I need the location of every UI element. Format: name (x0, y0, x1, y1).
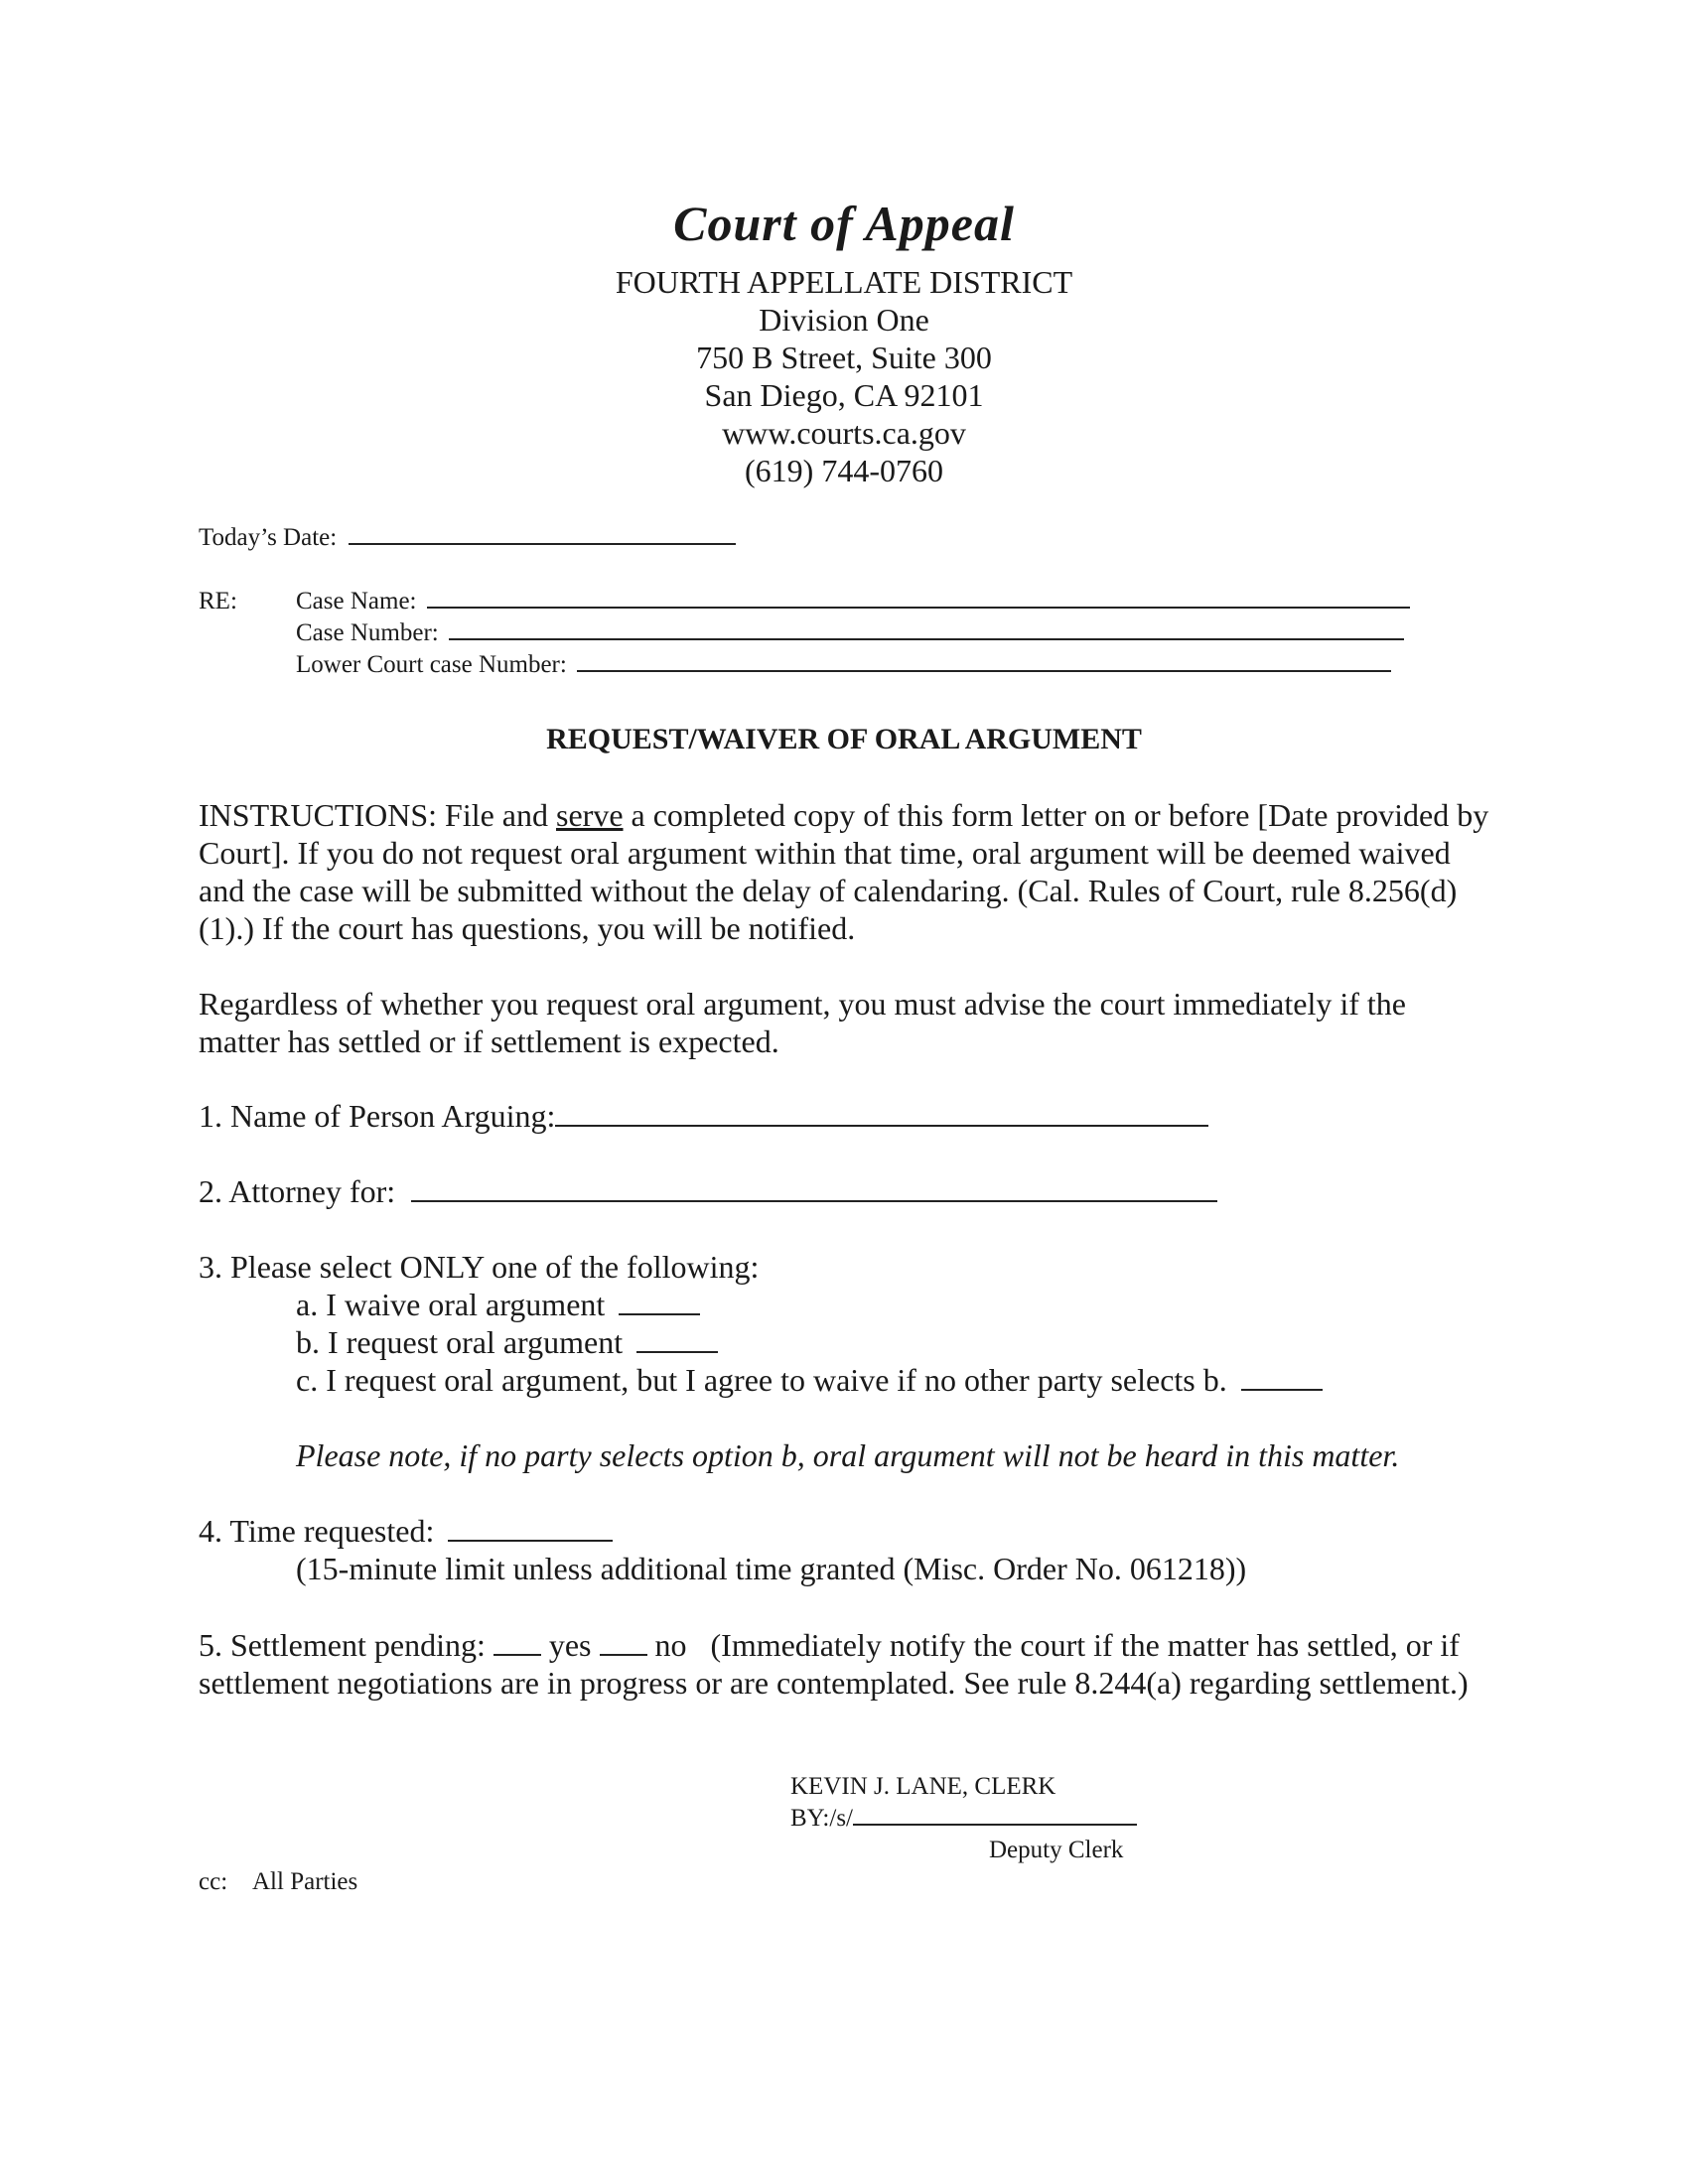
settlement-notice: Regardless of whether you request oral argument, you must advise the court immediately if the matter has settled or if settlement is expected. (199, 986, 1406, 1059)
item-1-label: 1. Name of Person Arguing: (199, 1098, 556, 1134)
option-note: Please note, if no party selects option b, oral argument will not be heard in this matter. (296, 1437, 1400, 1473)
instructions-serve: serve (556, 797, 624, 833)
settlement-yes-blank[interactable] (493, 1653, 541, 1656)
re-label: RE: (199, 588, 237, 614)
deputy-clerk: Deputy Clerk (989, 1837, 1124, 1863)
option-a-row (296, 1287, 700, 1323)
settlement-no-label: no (654, 1627, 687, 1663)
case-number-label: Case Number: (296, 619, 439, 646)
website: www.courts.ca.gov (722, 415, 966, 451)
city-address: San Diego, CA 92101 (704, 377, 984, 413)
lower-court-label: Lower Court case Number: (296, 651, 567, 678)
item-5-label: 5. Settlement pending: (199, 1627, 486, 1663)
item-4 (199, 1513, 613, 1550)
signature-row (790, 1805, 1137, 1833)
case-name-field[interactable] (427, 606, 1410, 609)
district: FOURTH APPELLATE DISTRICT (615, 264, 1073, 300)
todays-date-label: Today’s Date: (199, 524, 338, 551)
item-5 (199, 1626, 1489, 1702)
time-requested-field[interactable] (448, 1539, 613, 1542)
instructions-rest: a completed copy of this form letter on or before [Date provided by Court]. If you do not request oral argument within that time, oral argument will be deemed waived and the case will be submitted without the delay of calendaring. (Cal. Rules of Court, rule 8.256(d)(1).) If the court has questions, you will be notified. (199, 797, 1489, 946)
division: Division One (759, 302, 929, 338)
lower-court-field[interactable] (577, 669, 1391, 672)
form-title: REQUEST/WAIVER OF ORAL ARGUMENT (546, 723, 1142, 755)
todays-date-row (199, 524, 736, 552)
item-4-note: (15-minute limit unless additional time granted (Misc. Order No. 061218)) (296, 1551, 1247, 1586)
street-address: 750 B Street, Suite 300 (696, 340, 992, 375)
item-2-label: 2. Attorney for: (199, 1173, 396, 1209)
option-a-label: a. I waive oral argument (296, 1287, 606, 1322)
settlement-no-blank[interactable] (600, 1653, 647, 1656)
option-a-blank[interactable] (619, 1312, 700, 1315)
option-b-blank[interactable] (636, 1350, 718, 1353)
item-1 (199, 1098, 1208, 1135)
option-c-row (296, 1362, 1323, 1399)
signature-line[interactable] (853, 1823, 1137, 1826)
item-5-text: (Immediately notify the court if the matter has settled, or if settlement negotiations are in progress or are contemplated. See rule 8.244(a) regarding settlement.) (199, 1627, 1469, 1701)
case-number-field[interactable] (449, 637, 1404, 640)
option-c-label: c. I request oral argument, but I agree to waive if no other party selects b. (296, 1362, 1227, 1398)
person-arguing-field[interactable] (555, 1124, 1208, 1127)
cc-value: All Parties (252, 1868, 358, 1895)
phone: (619) 744-0760 (745, 453, 943, 488)
cc-label: cc: (199, 1868, 228, 1895)
lower-court-row (296, 651, 1391, 679)
case-name-row (296, 588, 1410, 615)
clerk-name: KEVIN J. LANE, CLERK (790, 1773, 1056, 1800)
option-b-label: b. I request oral argument (296, 1324, 624, 1360)
todays-date-field[interactable] (349, 542, 736, 545)
item-2 (199, 1173, 1217, 1210)
option-c-blank[interactable] (1241, 1388, 1323, 1391)
instructions (199, 796, 1489, 947)
option-b-row (296, 1324, 718, 1361)
case-name-label: Case Name: (296, 588, 417, 614)
court-title: Court of Appeal (673, 196, 1015, 251)
instructions-lead: INSTRUCTIONS: File and (199, 797, 556, 833)
attorney-for-field[interactable] (411, 1199, 1217, 1202)
by-label: BY:/s/ (790, 1805, 854, 1832)
settlement-yes-label: yes (548, 1627, 592, 1663)
item-4-label: 4. Time requested: (199, 1513, 435, 1549)
item-3-label: 3. Please select ONLY one of the following: (199, 1249, 760, 1285)
case-number-row (296, 619, 1404, 647)
